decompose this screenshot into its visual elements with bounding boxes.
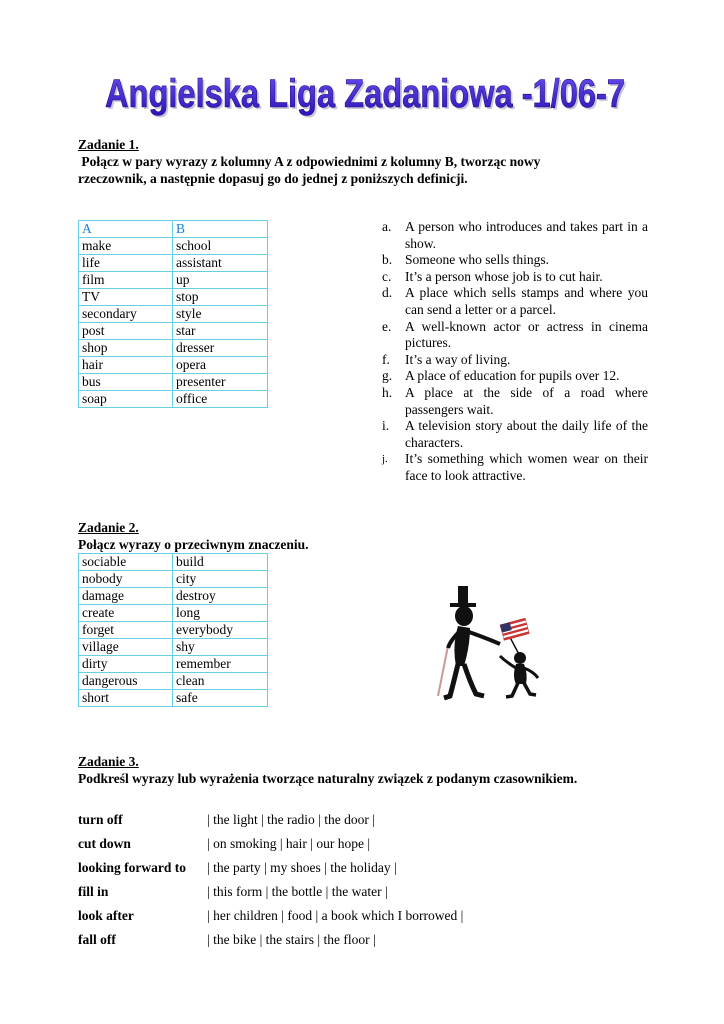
column-a-cell: post (79, 323, 173, 340)
opposite-cell: safe (173, 690, 268, 707)
task3-heading: Zadanie 3. (78, 754, 139, 769)
definition-letter: j. (382, 453, 388, 466)
table-row (79, 289, 268, 306)
column-a-cell: bus (79, 374, 173, 391)
definition-text: A person who introduces and takes part in a show. (405, 219, 648, 251)
column-b-cell: assistant (173, 255, 268, 272)
table-row (79, 673, 268, 690)
task2-table (78, 553, 268, 707)
word-cell: forget (79, 622, 173, 639)
table-row (79, 374, 268, 391)
column-b-cell: office (173, 391, 268, 408)
flag (500, 618, 529, 640)
table-row (79, 571, 268, 588)
column-a-cell: secondary (79, 306, 173, 323)
definition-text: A place of education for pupils over 12. (405, 368, 620, 384)
definition-letter: h. (382, 384, 393, 400)
opposite-cell: remember (173, 656, 268, 673)
column-a-cell: soap (79, 391, 173, 408)
word-cell: nobody (79, 571, 173, 588)
word-cell: dirty (79, 656, 173, 673)
table-row (79, 238, 268, 255)
word-cell: dangerous (79, 673, 173, 690)
definition-letter: a. (382, 219, 392, 234)
definition-item (382, 285, 648, 318)
word-cell: create (79, 605, 173, 622)
cane (438, 646, 448, 696)
column-a-cell: film (79, 272, 173, 289)
definition-letter: i. (382, 418, 390, 434)
column-b-cell: style (173, 306, 268, 323)
opposite-cell: build (173, 554, 268, 571)
definition-letter: f. (382, 351, 390, 367)
page-title (100, 62, 630, 122)
task1-table (78, 220, 268, 408)
opposite-cell: shy (173, 639, 268, 656)
title-text: Angielska Liga Zadaniowa -1/06-7 (105, 72, 625, 116)
definition-item (382, 269, 648, 286)
phrase-verb: fill in (78, 884, 109, 899)
column-a-cell: hair (79, 357, 173, 374)
table-row (79, 391, 268, 408)
opposite-cell: city (173, 571, 268, 588)
table-row (79, 255, 268, 272)
opposite-cell: everybody (173, 622, 268, 639)
definition-item (382, 451, 648, 484)
table-row (79, 340, 268, 357)
definitions-list (382, 219, 648, 485)
opposite-cell: long (173, 605, 268, 622)
word-cell: damage (79, 588, 173, 605)
definition-item (382, 418, 648, 451)
phrase-options: | the light | the radio | the door | (207, 812, 375, 827)
definition-item (382, 219, 648, 252)
definition-text: A place which sells stamps and where you can send a letter or a parcel. (405, 285, 648, 317)
definition-text: A place at the side of a road where passengers wait. (405, 384, 648, 417)
top-hat (458, 586, 468, 604)
table-header-row (79, 221, 268, 238)
column-a-cell: life (79, 255, 173, 272)
table-row (79, 554, 268, 571)
phrase-options: | the bike | the stairs | the floor | (207, 932, 376, 947)
column-b-cell: presenter (173, 374, 268, 391)
phrase-verb: cut down (78, 836, 131, 851)
definition-text: It’s a way of living. (405, 351, 511, 367)
definition-item (382, 385, 648, 418)
column-a-cell: make (79, 238, 173, 255)
column-b-cell: up (173, 272, 268, 289)
opposite-cell: destroy (173, 588, 268, 605)
uncle-sam-with-child-picture (434, 586, 546, 702)
column-a-header: A (79, 221, 173, 238)
table-row (79, 690, 268, 707)
column-b-cell: school (173, 238, 268, 255)
definition-item (382, 319, 648, 352)
task2-heading: Zadanie 2. (78, 520, 139, 535)
table-row (79, 323, 268, 340)
definition-text: A well-known actor or actress in cinema pictures. (405, 318, 648, 351)
table-row (79, 306, 268, 323)
word-cell: sociable (79, 554, 173, 571)
definition-letter: d. (382, 285, 393, 301)
definition-letter: c. (382, 268, 392, 284)
table-row (79, 357, 268, 374)
task1-instruction-line2: rzeczownik, a następnie dopasuj go do jednej z poniższych definicji. (78, 171, 468, 186)
phrase-verb: looking forward to (78, 860, 186, 875)
table-row (79, 588, 268, 605)
column-a-cell: shop (79, 340, 173, 357)
phrase-options: | her children | food | a book which I borrowed | (207, 908, 464, 923)
phrase-options: | on smoking | hair | our hope | (207, 836, 371, 851)
word-cell: short (79, 690, 173, 707)
definition-letter: e. (382, 318, 392, 334)
definition-text: It’s a person whose job is to cut hair. (405, 268, 603, 284)
column-b-header: B (173, 221, 268, 238)
phrase-verb: look after (78, 908, 134, 923)
phrase-verb: turn off (78, 812, 123, 827)
column-a-cell: TV (79, 289, 173, 306)
task1-heading: Zadanie 1. (78, 137, 139, 152)
definition-text: Someone who sells things. (405, 252, 549, 268)
definition-letter: g. (382, 368, 393, 384)
phrase-verb: fall off (78, 932, 116, 947)
table-row (79, 639, 268, 656)
column-b-cell: dresser (173, 340, 268, 357)
task3-instruction: Podkreśl wyrazy lub wyrażenia tworzące naturalny związek z podanym czasownikiem. (78, 771, 578, 786)
title-shadow: Angielska Liga Zadaniowa -1/06-7 (107, 74, 627, 118)
definition-text: A television story about the daily life of the characters. (405, 418, 648, 450)
phrase-options: | the party | my shoes | the holiday | (207, 860, 397, 875)
table-row (79, 622, 268, 639)
definition-item (382, 368, 648, 385)
word-cell: village (79, 639, 173, 656)
table-row (79, 656, 268, 673)
definition-text: It’s something which women wear on their face to look attractive. (405, 451, 648, 483)
column-b-cell: opera (173, 357, 268, 374)
opposite-cell: clean (173, 673, 268, 690)
table-row (79, 272, 268, 289)
definition-item (382, 252, 648, 269)
task2-instruction: Połącz wyrazy o przeciwnym znaczeniu. (78, 537, 309, 552)
column-b-cell: star (173, 323, 268, 340)
definition-item (382, 352, 648, 369)
task1-instruction-line1: Połącz w pary wyrazy z kolumny A z odpowiednimi z kolumny B, tworząc nowy (78, 154, 541, 169)
definition-letter: b. (382, 252, 393, 268)
table-row (79, 605, 268, 622)
column-b-cell: stop (173, 289, 268, 306)
phrase-options: | this form | the bottle | the water | (207, 884, 388, 899)
